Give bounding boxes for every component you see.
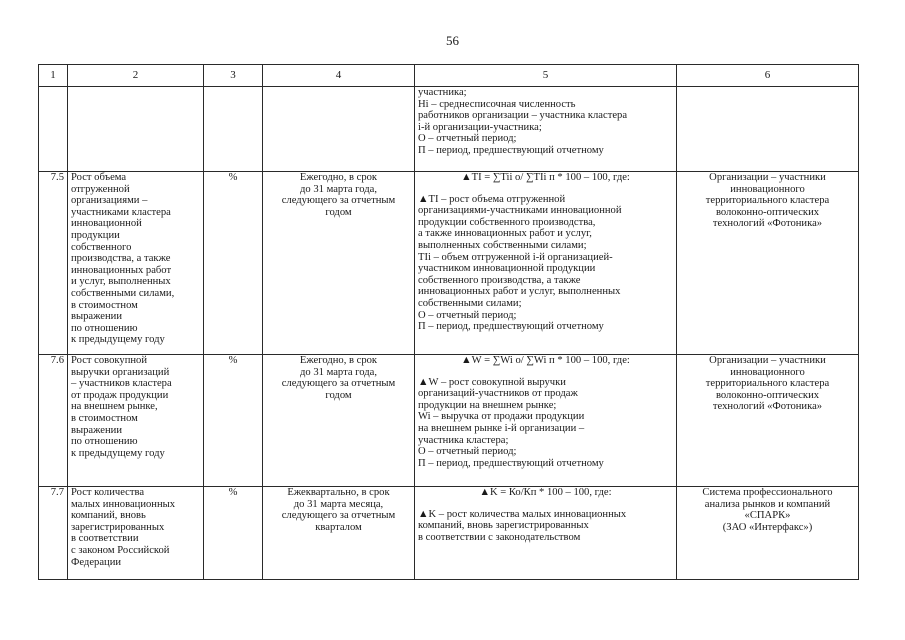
indicator-text-line: Рост совокупной — [71, 355, 147, 366]
method-text-line: П – период, предшествующий отчетному — [418, 457, 604, 469]
method-text-line: собственного производства, а также — [418, 274, 581, 286]
method-text-line: участника кластера; — [418, 434, 509, 446]
cell-frequency — [263, 87, 415, 172]
cell-method — [415, 87, 677, 172]
indicator-text-line: – участников кластера — [71, 378, 172, 390]
method-text-line: ▲K – рост количества малых инновационных — [418, 508, 627, 520]
method-text-line: собственными силами; — [418, 297, 522, 309]
indicator-text-line: зарегистрированных — [71, 521, 165, 533]
method-text-line: продукции собственного производства, — [418, 216, 596, 228]
source-text-line: территориального кластера — [705, 195, 830, 207]
frequency-text-line: следующего за отчетным — [281, 510, 396, 522]
cell-indicator — [68, 172, 204, 355]
source-text-line: Организации – участники — [709, 172, 826, 183]
cell-indicator — [68, 487, 204, 580]
table-row — [39, 487, 859, 580]
formula: ▲K = Ко/Кп * 100 – 100, где: — [479, 487, 612, 498]
method-text-line: а также инновационных работ и услуг, — [418, 228, 592, 240]
source-text-line: (ЗАО «Интерфакс») — [722, 521, 813, 533]
method-text-line: выполненных собственными силами; — [418, 239, 587, 251]
source-text-line: территориального кластера — [705, 378, 830, 390]
table-row — [39, 172, 859, 355]
source-text-line: волоконно-оптических — [715, 389, 820, 401]
source-text-line: «СПАРК» — [744, 510, 791, 522]
indicator-text-line: к предыдущему году — [71, 334, 165, 346]
frequency-text-line: следующего за отчетным — [281, 195, 396, 207]
indicator-text-line: Федерации — [71, 556, 122, 568]
indicator-text-line: к предыдущему году — [71, 447, 165, 459]
indicator-text-line: производства, а также — [71, 253, 171, 265]
indicator-text-line: собственного — [71, 241, 132, 253]
method-text-line: Hi – среднесписочная численность — [418, 98, 576, 110]
column-header-6: 6 — [677, 65, 859, 87]
method-text-line: i-й организации-участника; — [418, 121, 542, 133]
source-text-line: инновационного — [730, 183, 805, 195]
cell-frequency — [263, 487, 415, 580]
frequency-text-line: годом — [325, 389, 352, 401]
cell-method — [415, 172, 677, 355]
method-text-line: организаций-участников от продаж — [418, 388, 578, 400]
method-text-line: ▲W – рост совокупной выручки — [418, 376, 566, 388]
indicator-text-line: в соответствии — [71, 533, 139, 545]
method-text-line: на внешнем рынке i-й организации – — [418, 422, 585, 434]
cell-source — [677, 487, 859, 580]
column-header-3: 3 — [204, 65, 263, 87]
source-text-line: анализа рынков и компаний — [704, 498, 831, 510]
source-text-line: инновационного — [730, 366, 805, 378]
method-text-line: О – отчетный период; — [418, 309, 517, 321]
cell-source — [677, 355, 859, 487]
cell-unit — [204, 87, 263, 172]
source-text-line: технологий «Фотоника» — [712, 401, 823, 413]
indicator-text-line: инновационных работ — [71, 264, 172, 276]
source-text-line: волоконно-оптических — [715, 206, 820, 218]
indicator-text-line: организациями – — [71, 195, 148, 207]
indicator-text-line: отгруженной — [71, 183, 130, 195]
source-text-line: технологий «Фотоника» — [712, 218, 823, 230]
cell-indicator — [68, 355, 204, 487]
indicator-text-line: по отношению — [71, 322, 138, 334]
cell-unit: % — [204, 172, 263, 355]
formula: ▲TI = ∑Tii о/ ∑TIi п * 100 – 100, где: — [461, 172, 630, 183]
frequency-text-line: до 31 марта года, — [300, 366, 377, 378]
source-text-line: Система профессионального — [702, 487, 833, 498]
method-text-line: ▲TI – рост объема отгруженной — [418, 193, 566, 205]
indicator-text-line: выручки организаций — [71, 366, 170, 378]
cell-source — [677, 87, 859, 172]
frequency-text-line: следующего за отчетным — [281, 378, 396, 390]
cell-method — [415, 487, 677, 580]
cell-frequency — [263, 172, 415, 355]
indicators-table — [38, 64, 859, 580]
table-row-continuation — [39, 87, 859, 172]
cell-num: 7.6 — [39, 355, 68, 487]
indicator-text-line: компаний, вновь — [71, 510, 146, 522]
source-text-line: Организации – участники — [709, 355, 826, 366]
cell-frequency — [263, 355, 415, 487]
column-header-2: 2 — [68, 65, 204, 87]
method-text-line: компаний, вновь зарегистрированных — [418, 520, 589, 532]
indicator-text-line: инновационной — [71, 218, 142, 230]
method-text-line: продукции на внешнем рынке; — [418, 399, 557, 411]
column-header-4: 4 — [263, 65, 415, 87]
column-header-1: 1 — [39, 65, 68, 87]
indicator-text-line: с законом Российской — [71, 544, 170, 556]
indicator-text-line: малых инновационных — [71, 498, 176, 510]
frequency-text-line: до 31 марта месяца, — [293, 498, 384, 510]
frequency-text-line: Ежегодно, в срок — [299, 172, 378, 183]
indicator-text-line: от продаж продукции — [71, 389, 169, 401]
method-text-line: работников организации – участника кластера — [418, 110, 628, 122]
method-text-line: О – отчетный период; — [418, 446, 517, 458]
indicator-text-line: на внешнем рынке, — [71, 401, 158, 413]
cell-source — [677, 172, 859, 355]
cell-unit: % — [204, 487, 263, 580]
method-text-line: TIi – объем отгруженной i-й организацией- — [418, 251, 613, 263]
indicator-text-line: по отношению — [71, 436, 138, 448]
page-number: 56 — [446, 33, 459, 48]
indicator-text-line: выражении — [71, 424, 123, 436]
table-row — [39, 355, 859, 487]
method-text-line: инновационных работ и услуг, выполненных — [418, 286, 621, 298]
method-text-line: П – период, предшествующий отчетному — [418, 321, 604, 333]
method-text-line: в соответствии с законодательством — [418, 531, 581, 543]
frequency-text-line: кварталом — [315, 521, 362, 533]
method-text-line: организациями-участниками инновационной — [418, 205, 622, 217]
indicator-text-line: выражении — [71, 311, 123, 323]
frequency-text-line: годом — [325, 206, 352, 218]
formula: ▲W = ∑Wi о/ ∑Wi п * 100 – 100, где: — [461, 355, 630, 366]
indicator-text-line: в стоимостном — [71, 412, 138, 424]
method-text-line: Wi – выручка от продажи продукции — [418, 411, 585, 423]
cell-indicator — [68, 87, 204, 172]
header-row — [39, 65, 859, 87]
indicator-text-line: и услуг, выполненных — [71, 276, 171, 288]
indicator-text-line: Рост объема — [71, 172, 127, 183]
indicator-text-line: Рост количества — [71, 487, 145, 498]
cell-num: 7.7 — [39, 487, 68, 580]
cell-num: 7.5 — [39, 172, 68, 355]
indicator-text-line: в стоимостном — [71, 299, 138, 311]
cell-unit: % — [204, 355, 263, 487]
indicator-text-line: собственными силами, — [71, 287, 175, 299]
indicator-text-line: продукции — [71, 229, 120, 241]
cell-num — [39, 87, 68, 172]
method-text-line: участника; — [418, 87, 467, 98]
column-header-5: 5 — [415, 65, 677, 87]
method-text-line: О – отчетный период; — [418, 133, 517, 145]
frequency-text-line: Ежегодно, в срок — [299, 355, 378, 366]
frequency-text-line: Ежеквартально, в срок — [287, 487, 390, 498]
frequency-text-line: до 31 марта года, — [300, 183, 377, 195]
cell-method — [415, 355, 677, 487]
method-text-line: П – период, предшествующий отчетному — [418, 144, 604, 156]
indicator-text-line: участниками кластера — [71, 206, 171, 218]
method-text-line: участником инновационной продукции — [418, 263, 596, 275]
